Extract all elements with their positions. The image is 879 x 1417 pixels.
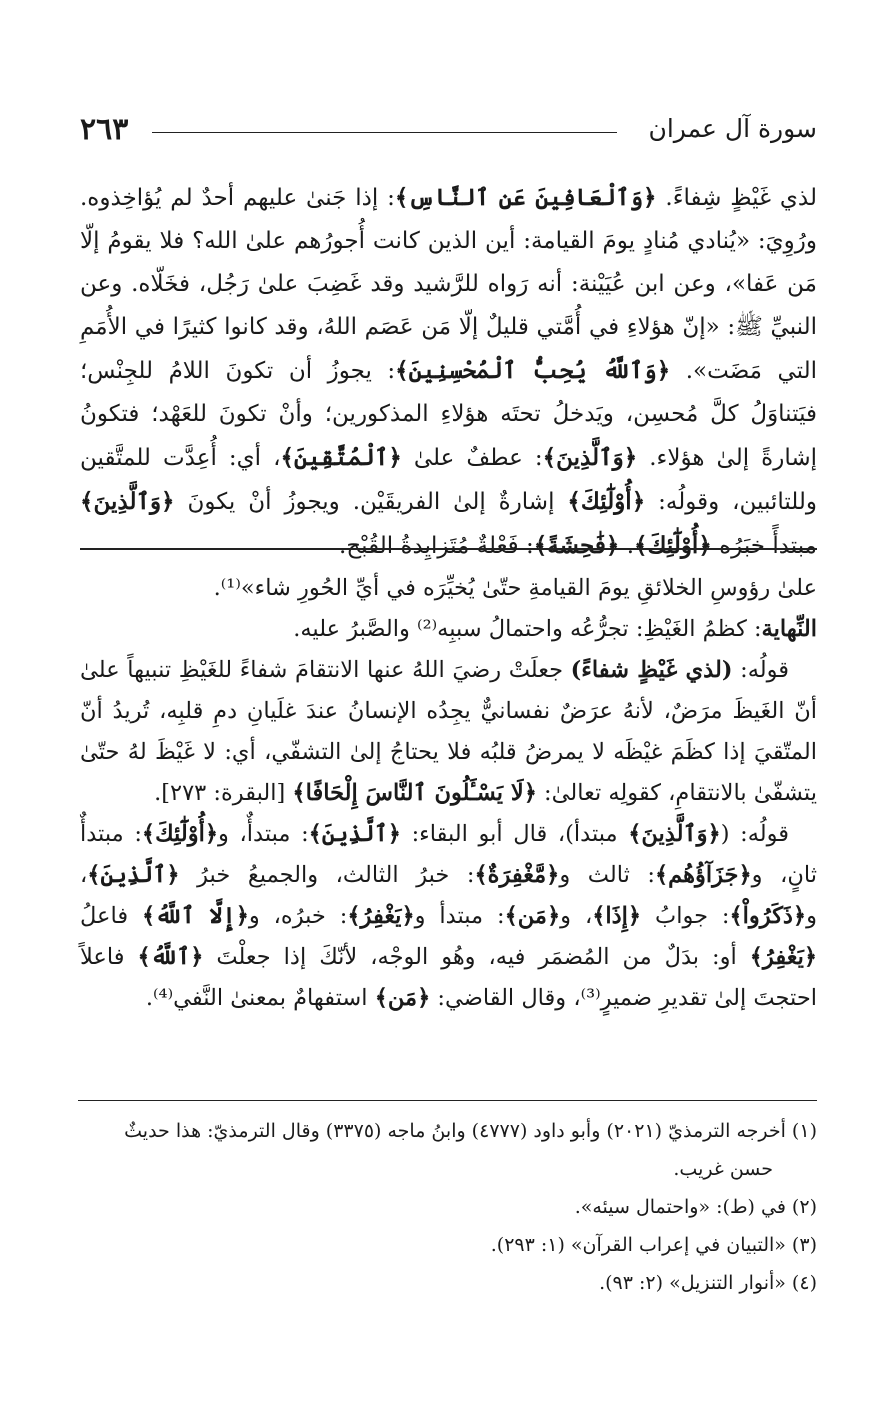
footnote-2: (٢) في (ط): «واحتمال سيئه». [574, 1196, 817, 1218]
header-rule [152, 132, 617, 133]
commentary-text: جعلَتْ رضيَ اللهُ عنها الانتقامَ شفاءً للغَيْظِ تنبيهاً علىٰ أنّ الغَيظَ مرَضٌ، لأنهُ عرَضٌ نفسانيٌّ يجِدُه الإنسانُ عندَ غلَيانِ دمِ قلبِه، تُريدُ أنّ المتّقيَ إذا كظَمَ غيْظَه لا يمرضُ قلبُه فلا يحتاجُ إلىٰ التشفّي، أي: لا غَيْظَ لهُ حتّىٰ يتشفّىٰ بالانتقامِ، كقولِه تعالىٰ: [80, 657, 817, 806]
main-text-span: : إذا جَنىٰ عليهم أحدٌ لم يُؤاخِذوه. ورُوِيَ: «يُنادي مُنادٍ يومَ القيامة: أين الذين كانت أُجورُهم علىٰ الله؟ فلا يقومُ إلّا مَن عَفا»، وعن ابن عُيَيْنة: أنه رَواه للرَّشيد وقد غَضِبَ علىٰ رَجُل، فخَلّاه. وعن النبيِّ ﷺ: «إنّ هؤلاءِ في أُمَّتي قليلٌ إلّا مَن عَصَم اللهُ، وقد كانوا كثيرًا في الأُمَمِ التي مَضَت». [80, 185, 817, 384]
main-text [80, 176, 817, 568]
quran-quote: ﴿جَزَآؤُهُم﴾ [655, 862, 752, 888]
quran-quote: ﴿مَّغْفِرَةٌ﴾ [474, 862, 560, 888]
quran-quote: ﴿وَٱلَّذِينَ﴾ [628, 821, 721, 847]
quran-quote: ﴿يَغْفِرُ﴾ [749, 944, 818, 970]
quran-quote: ﴿لَا يَسْـَٔلُونَ ٱلنَّاسَ إِلْحَافًا﴾ [292, 780, 537, 806]
main-text-span: لذي غَيْظٍ شِفاءً. [656, 185, 818, 211]
quran-quote: ﴿إِذَا﴾ [592, 903, 642, 929]
commentary-paragraph-2 [80, 609, 817, 650]
main-text-span: : يجوزُ أن تكونَ اللامُ للجِنْس؛ فيَتناوَلُ كلَّ مُحسِن، ويَدخلُ تحتَه هؤلاءِ المذكورين؛ وأنْ تكونَ للعَهْد؛ فتكونُ إشارةً إلىٰ هؤلاء. [80, 358, 817, 471]
commentary-text: استفهامٌ بمعنىٰ النَّفي⁽⁴⁾. [145, 985, 375, 1011]
commentary-text: [البقرة: ٢٧٣]. [154, 780, 293, 806]
footnote-1-continuation: حسن غريب. [673, 1158, 773, 1180]
quran-quote: ﴿ٱلْمُتَّقِينَ﴾ [280, 444, 402, 471]
main-text-span: ، أي: أُعِدَّت للمتَّقين وللتائبين، وقولُه: [80, 445, 817, 515]
main-text-span: : عطفٌ علىٰ [401, 445, 543, 471]
footnote-divider [78, 1100, 817, 1101]
commentary-text: : كظمُ الغَيْظِ: تجرُّعُه واحتمالُ سببِه⁽²⁾ والصَّبرُ عليه. [293, 616, 762, 642]
quran-quote: ﴿وَٱلْعَافِينَ عَنِ ٱلنَّاسِ﴾ [394, 184, 657, 211]
commentary-text: قولُه: ( [720, 821, 789, 847]
quran-quote: ﴿إِلَّا ٱللَّهُ﴾ [142, 903, 249, 929]
quran-quote: ﴿أُوْلَٰٓئِكَ﴾ [634, 532, 712, 559]
quran-quote: ﴿ذَكَرُواْ﴾ [729, 903, 807, 929]
commentary-paragraph-1: علىٰ رؤوسِ الخلائقِ يومَ القيامةِ حتّىٰ يُخيِّرَه في أيِّ الحُورِ شاء»⁽¹⁾. [213, 575, 817, 601]
quran-quote: ﴿أُوْلَٰٓئِكَ﴾ [567, 488, 646, 515]
commentary-text: ، و [80, 862, 817, 929]
quran-quote: ﴿فَٰحِشَةً﴾ [533, 532, 620, 559]
commentary-text: : خبرُ الثالث، والجميعُ خبرُ [179, 862, 475, 888]
quran-quote: ﴿وَٱلَّذِينَ﴾ [80, 488, 175, 515]
quran-quote: ﴿وَٱللَّهُ يُحِبُّ ٱلْمُحْسِنِينَ﴾ [395, 357, 671, 384]
quran-quote: ﴿مَن﴾ [374, 985, 431, 1011]
quoted-phrase: (لذي غَيْظٍ شفاءً) [570, 657, 733, 683]
surah-title: سورة آل عمران [648, 114, 817, 143]
footnote-1: (١) أخرجه الترمذيّ (٢٠٢١) وأبو داود (٤٧٧٧) وابنُ ماجه (٣٣٧٥) وقال الترمذيّ: هذا حديثٌ [124, 1120, 817, 1142]
footnote-4: (٤) «أنوار التنزيل» (٢: ٩٣). [599, 1272, 817, 1294]
quran-quote: ﴿يَغْفِرُ﴾ [347, 903, 415, 929]
commentary-text: : مبتدأٌ، و [218, 821, 309, 847]
commentary-text: فاعلاً احتجتَ إلىٰ تقديرِ ضميرٍ⁽³⁾، وقال القاضي: [80, 944, 817, 1011]
main-text-span: إشارةٌ إلىٰ الفريقَيْن. ويجوزُ أنْ يكونَ [174, 489, 568, 515]
commentary-text: أو: بدَلٌ من المُضمَر فيه، وهُو الوجْه، لأنّكَ إذا جعلْتَ [203, 944, 750, 970]
quran-quote: ﴿ٱلَّذِينَ﴾ [308, 821, 401, 847]
commentary-paragraph-3 [80, 650, 817, 814]
main-paragraph [80, 176, 817, 568]
commentary [80, 568, 817, 1019]
commentary-paragraph-4 [80, 814, 817, 1019]
page-number: ٢٦٣ [80, 112, 129, 147]
footnotes [80, 1112, 817, 1302]
main-text-span: . [619, 533, 635, 559]
page-header [80, 112, 817, 162]
commentary-text: : خبرُه، و [248, 903, 348, 929]
commentary-text: فاعلُ [80, 903, 142, 929]
quran-quote: ﴿أُوْلَٰٓئِكَ﴾ [141, 821, 218, 847]
commentary-text: : مبتدأٌ ثانٍ، و [80, 821, 817, 888]
quran-quote: ﴿مَن﴾ [504, 903, 561, 929]
section-divider [80, 548, 817, 550]
footnote-3: (٣) «التبيان في إعراب القرآن» (١: ٢٩٣). [490, 1234, 817, 1256]
commentary-text: : جوابُ [641, 903, 730, 929]
main-text-span: مبتدأً خبَرُه [711, 533, 817, 559]
commentary-text: : مبتدأ و [414, 903, 505, 929]
commentary-text: ، و [560, 903, 593, 929]
quran-quote: ﴿ٱللَّهُ﴾ [137, 944, 204, 970]
quran-quote: ﴿وَٱلَّذِينَ﴾ [542, 444, 638, 471]
commentary-text: : ثالث و [559, 862, 655, 888]
source-label: النِّهاية [761, 616, 817, 642]
quran-quote: ﴿ٱلَّذِينَ﴾ [87, 862, 180, 888]
commentary-text: قولُه: [732, 657, 789, 683]
main-text-span: : فَعْلةٌ مُتَزايِدةُ القُبْح. [339, 533, 534, 559]
commentary-text: مبتدأ)، قال أبو البقاء: [400, 821, 629, 847]
